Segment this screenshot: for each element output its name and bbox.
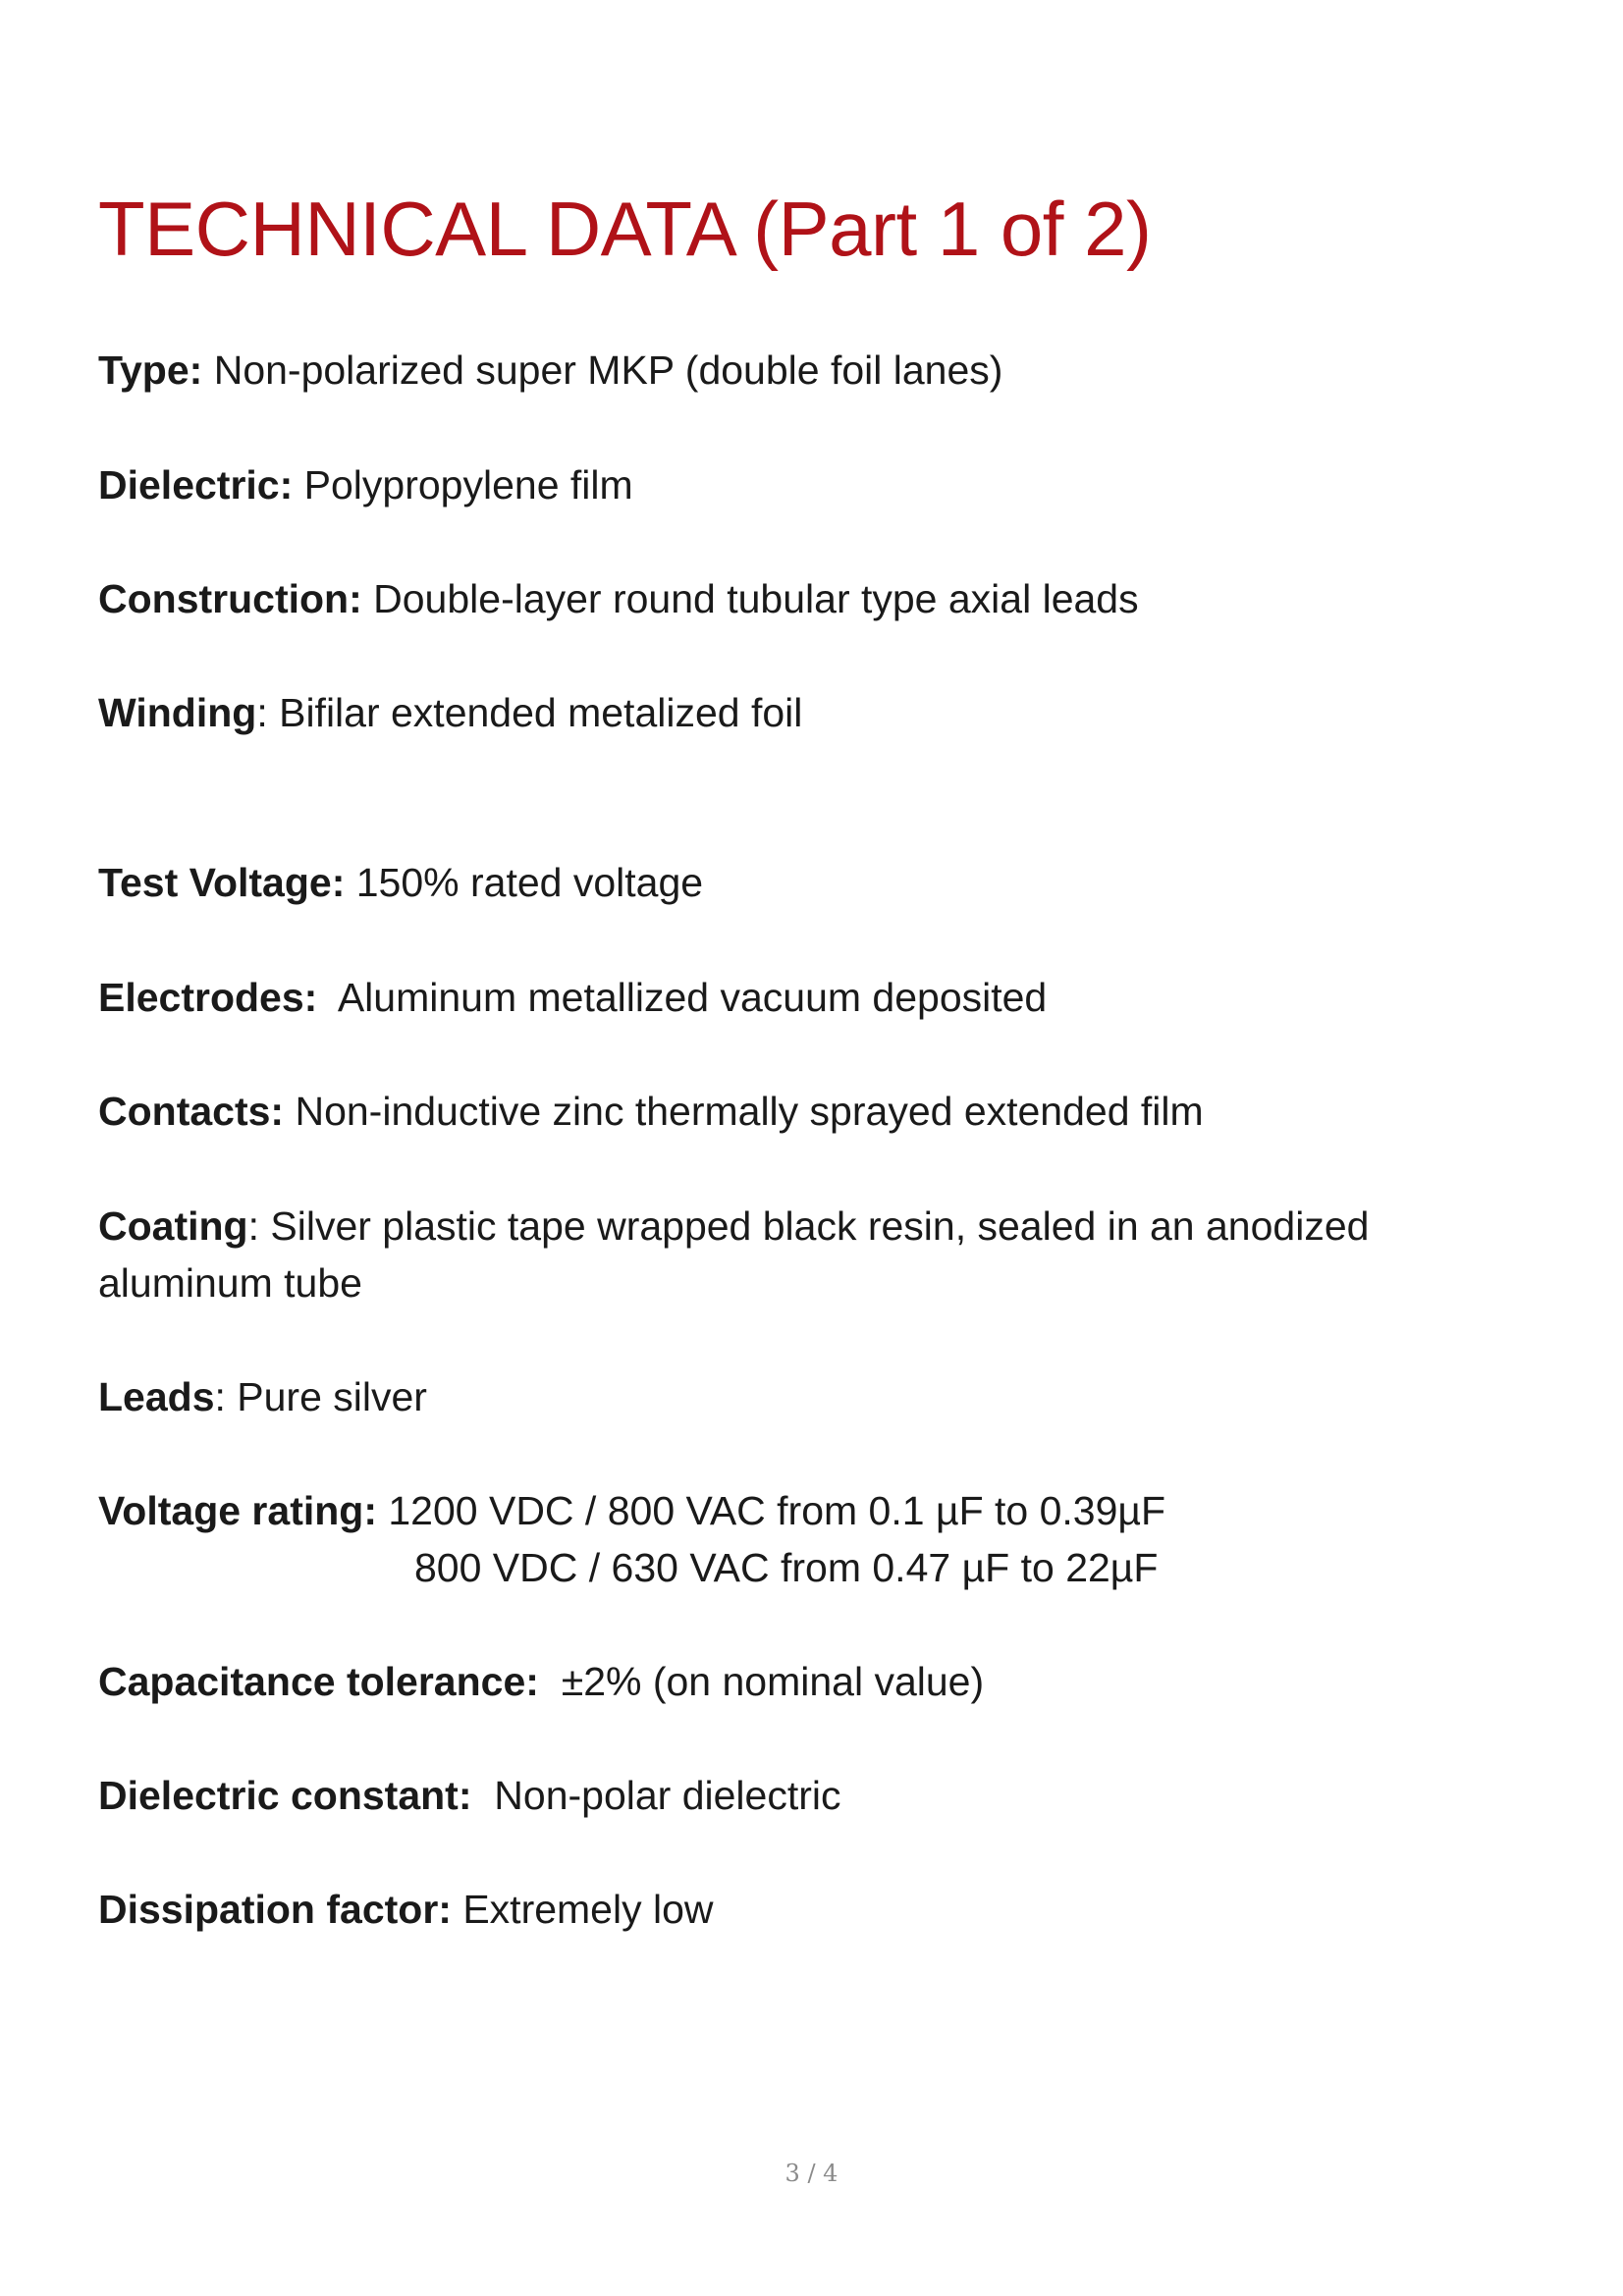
spec-dielectric-constant bbox=[98, 1767, 841, 1824]
spec-dielectric bbox=[98, 456, 633, 513]
spec-construction bbox=[98, 570, 1139, 627]
spec-label: Capacitance tolerance: bbox=[98, 1659, 539, 1704]
spec-continuation: aluminum tube bbox=[98, 1260, 362, 1306]
spec-label: Dissipation factor: bbox=[98, 1887, 452, 1932]
spec-electrodes bbox=[98, 969, 1047, 1026]
spec-voltage-rating bbox=[98, 1482, 1165, 1596]
spec-capacitance-tolerance bbox=[98, 1653, 984, 1710]
spec-value: Polypropylene film bbox=[293, 462, 633, 507]
spec-label: Leads bbox=[98, 1374, 215, 1419]
spec-label: Coating bbox=[98, 1203, 248, 1249]
spec-label: Voltage rating: bbox=[98, 1488, 377, 1533]
spec-value: Non-polar dielectric bbox=[471, 1773, 841, 1818]
spec-label: Construction: bbox=[98, 576, 362, 621]
spec-test-voltage bbox=[98, 854, 703, 911]
spec-value: Aluminum metallized vacuum deposited bbox=[317, 975, 1048, 1020]
spec-label: Dielectric constant: bbox=[98, 1773, 472, 1818]
page-number: 3 / 4 bbox=[784, 2160, 839, 2187]
spec-value: : Bifilar extended metalized foil bbox=[256, 690, 803, 735]
spec-value: Double-layer round tubular type axial leads bbox=[361, 576, 1139, 621]
spec-value: Non-inductive zinc thermally sprayed extended film bbox=[284, 1089, 1204, 1134]
spec-winding bbox=[98, 684, 802, 741]
spec-label: Contacts: bbox=[98, 1089, 285, 1134]
spec-label: Electrodes: bbox=[98, 975, 318, 1020]
spec-label: Test Voltage: bbox=[98, 860, 346, 905]
spec-value: ±2% (on nominal value) bbox=[538, 1659, 985, 1704]
spec-label: Type: bbox=[98, 347, 203, 393]
page-title: TECHNICAL DATA (Part 1 of 2) bbox=[98, 186, 1152, 272]
spec-label: Winding bbox=[98, 690, 257, 735]
spec-coating bbox=[98, 1198, 1369, 1311]
spec-value: Extremely low bbox=[451, 1887, 714, 1932]
spec-contacts bbox=[98, 1083, 1204, 1140]
spec-value: : Pure silver bbox=[214, 1374, 427, 1419]
spec-value: 1200 VDC / 800 VAC from 0.1 µF to 0.39µF bbox=[376, 1488, 1166, 1533]
spec-type bbox=[98, 342, 1002, 399]
spec-value: Non-polarized super MKP (double foil lanes) bbox=[202, 347, 1003, 393]
spec-value: 150% rated voltage bbox=[345, 860, 704, 905]
spec-continuation: 800 VDC / 630 VAC from 0.47 µF to 22µF bbox=[414, 1545, 1159, 1590]
spec-label: Dielectric: bbox=[98, 462, 294, 507]
spec-value: : Silver plastic tape wrapped black resin, sealed in an anodized bbox=[247, 1203, 1370, 1249]
spec-leads bbox=[98, 1368, 427, 1425]
spec-dissipation-factor bbox=[98, 1881, 714, 1938]
